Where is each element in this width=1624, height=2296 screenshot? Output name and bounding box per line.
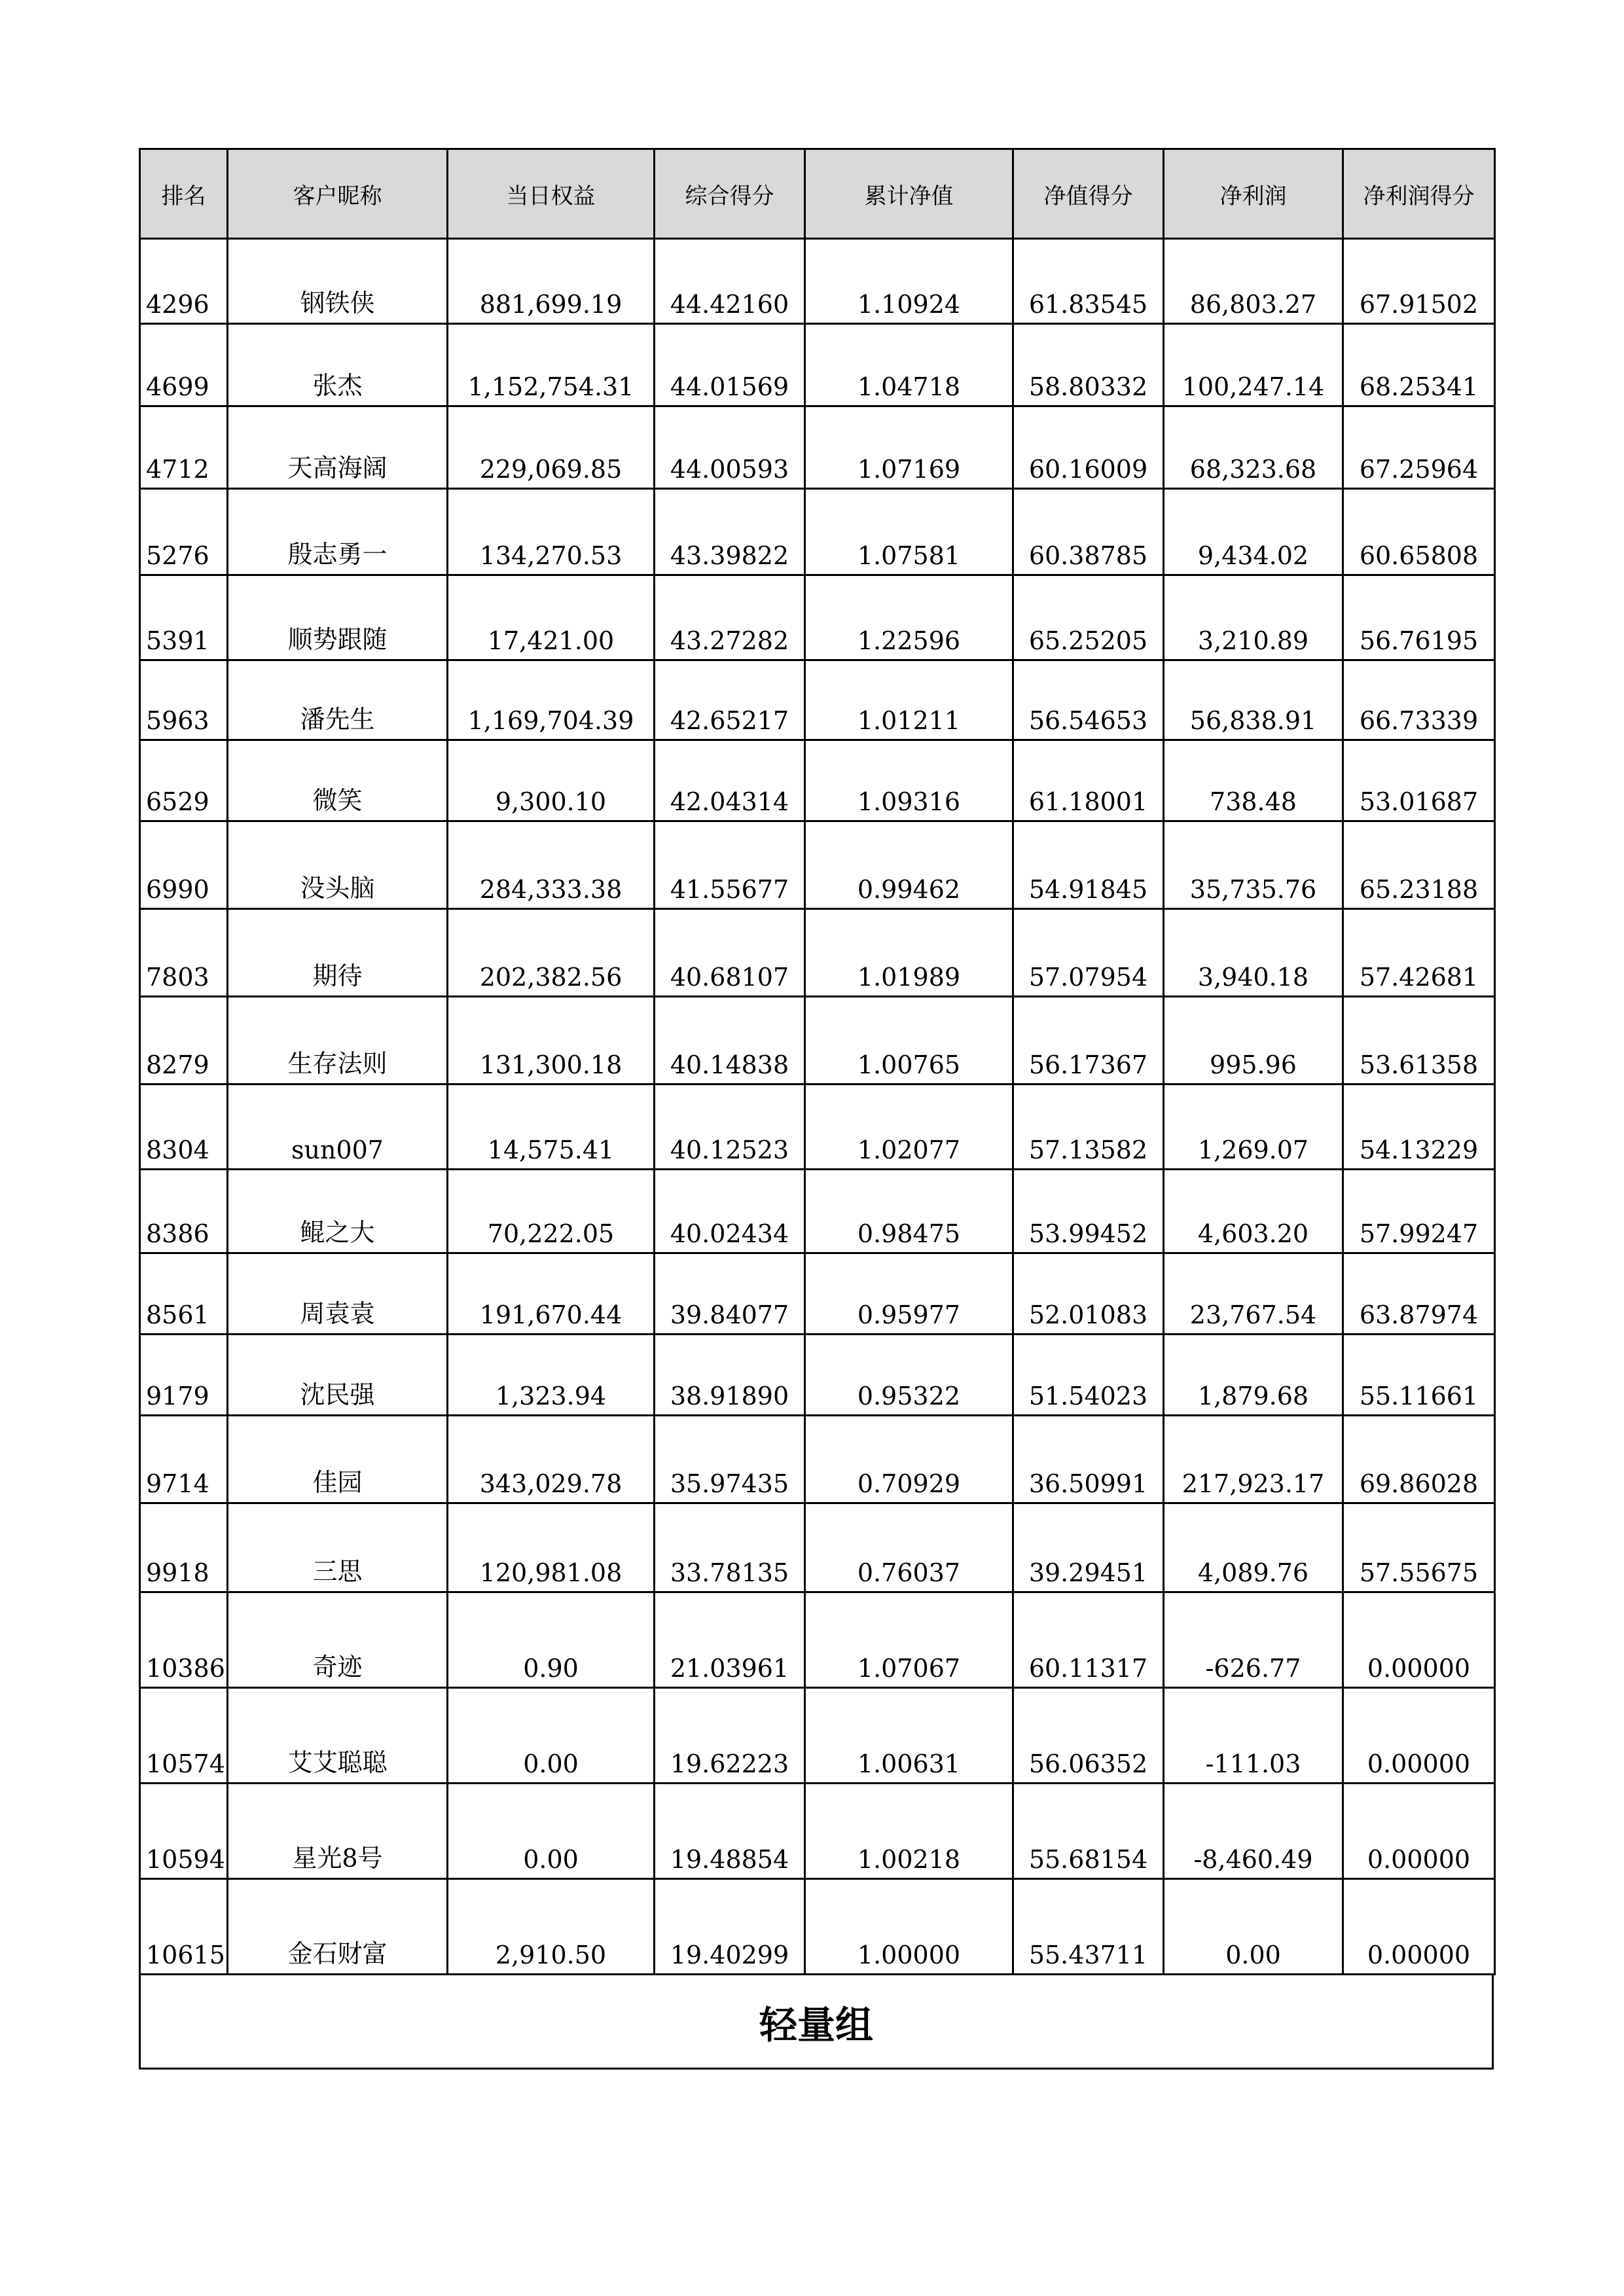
profit-value: 86,803.27 xyxy=(1164,239,1343,324)
profit-value: 3,210.89 xyxy=(1164,575,1343,660)
profit-value: 35,735.76 xyxy=(1164,821,1343,909)
profit-value: 4,089.76 xyxy=(1164,1503,1343,1592)
table-row xyxy=(140,1879,1495,1975)
nav-value: 1.07067 xyxy=(805,1592,1013,1688)
profit-value: -626.77 xyxy=(1164,1592,1343,1688)
rank: 8561 xyxy=(140,1253,228,1335)
nav-value: 1.10924 xyxy=(805,239,1013,324)
nav-value: 1.04718 xyxy=(805,324,1013,406)
rank: 10615 xyxy=(140,1879,228,1975)
nav-value: 1.01211 xyxy=(805,660,1013,740)
profit-score-value: 67.25964 xyxy=(1343,406,1495,489)
score-value: 43.39822 xyxy=(655,489,805,575)
table-header-row xyxy=(140,149,1495,239)
rank: 7803 xyxy=(140,909,228,997)
customer-nickname: 奇迹 xyxy=(228,1592,448,1688)
nav-score-value: 53.99452 xyxy=(1013,1170,1164,1253)
profit-score-value: 54.13229 xyxy=(1343,1085,1495,1170)
equity-value: 229,069.85 xyxy=(448,406,655,489)
customer-nickname: 张杰 xyxy=(228,324,448,406)
rank: 8279 xyxy=(140,997,228,1085)
rank: 10594 xyxy=(140,1784,228,1879)
ranking-sheet xyxy=(139,148,1494,2070)
score-value: 44.00593 xyxy=(655,406,805,489)
score-value: 40.14838 xyxy=(655,997,805,1085)
nav-value: 0.95322 xyxy=(805,1335,1013,1416)
table-row xyxy=(140,1592,1495,1688)
profit-score-value: 69.86028 xyxy=(1343,1416,1495,1503)
header-nav-score: 净值得分 xyxy=(1013,149,1164,239)
profit-value: 1,879.68 xyxy=(1164,1335,1343,1416)
header-profit-score: 净利润得分 xyxy=(1343,149,1495,239)
score-value: 40.68107 xyxy=(655,909,805,997)
equity-value: 202,382.56 xyxy=(448,909,655,997)
nav-value: 1.00765 xyxy=(805,997,1013,1085)
rank: 10574 xyxy=(140,1688,228,1784)
equity-value: 0.00 xyxy=(448,1784,655,1879)
nav-value: 1.01989 xyxy=(805,909,1013,997)
table-row xyxy=(140,1503,1495,1592)
equity-value: 2,910.50 xyxy=(448,1879,655,1975)
equity-value: 881,699.19 xyxy=(448,239,655,324)
nav-score-value: 61.83545 xyxy=(1013,239,1164,324)
customer-nickname: 没头脑 xyxy=(228,821,448,909)
table-row xyxy=(140,575,1495,660)
score-value: 40.02434 xyxy=(655,1170,805,1253)
group-label: 轻量组 xyxy=(139,1975,1494,2070)
rank: 6990 xyxy=(140,821,228,909)
customer-nickname: 生存法则 xyxy=(228,997,448,1085)
table-row xyxy=(140,1784,1495,1879)
profit-score-value: 67.91502 xyxy=(1343,239,1495,324)
nav-score-value: 57.07954 xyxy=(1013,909,1164,997)
profit-score-value: 0.00000 xyxy=(1343,1592,1495,1688)
rank: 5963 xyxy=(140,660,228,740)
profit-score-value: 63.87974 xyxy=(1343,1253,1495,1335)
profit-value: 23,767.54 xyxy=(1164,1253,1343,1335)
score-value: 19.62223 xyxy=(655,1688,805,1784)
table-row xyxy=(140,1688,1495,1784)
rank: 8304 xyxy=(140,1085,228,1170)
profit-score-value: 53.01687 xyxy=(1343,740,1495,821)
equity-value: 343,029.78 xyxy=(448,1416,655,1503)
nav-score-value: 58.80332 xyxy=(1013,324,1164,406)
table-row xyxy=(140,821,1495,909)
score-value: 40.12523 xyxy=(655,1085,805,1170)
equity-value: 17,421.00 xyxy=(448,575,655,660)
header-nav: 累计净值 xyxy=(805,149,1013,239)
rank: 9714 xyxy=(140,1416,228,1503)
profit-value: 68,323.68 xyxy=(1164,406,1343,489)
customer-nickname: 天高海阔 xyxy=(228,406,448,489)
nav-value: 0.70929 xyxy=(805,1416,1013,1503)
nav-score-value: 60.16009 xyxy=(1013,406,1164,489)
customer-nickname: 殷志勇一 xyxy=(228,489,448,575)
profit-score-value: 55.11661 xyxy=(1343,1335,1495,1416)
customer-nickname: 顺势跟随 xyxy=(228,575,448,660)
equity-value: 70,222.05 xyxy=(448,1170,655,1253)
table-row xyxy=(140,1085,1495,1170)
profit-value: 738.48 xyxy=(1164,740,1343,821)
profit-score-value: 0.00000 xyxy=(1343,1784,1495,1879)
nav-value: 1.07581 xyxy=(805,489,1013,575)
profit-value: -111.03 xyxy=(1164,1688,1343,1784)
table-row xyxy=(140,1416,1495,1503)
customer-nickname: sun007 xyxy=(228,1085,448,1170)
table-row xyxy=(140,909,1495,997)
nav-score-value: 65.25205 xyxy=(1013,575,1164,660)
score-value: 19.48854 xyxy=(655,1784,805,1879)
profit-value: 217,923.17 xyxy=(1164,1416,1343,1503)
customer-nickname: 钢铁侠 xyxy=(228,239,448,324)
rank: 9918 xyxy=(140,1503,228,1592)
profit-score-value: 57.99247 xyxy=(1343,1170,1495,1253)
profit-score-value: 53.61358 xyxy=(1343,997,1495,1085)
customer-nickname: 金石财富 xyxy=(228,1879,448,1975)
profit-score-value: 65.23188 xyxy=(1343,821,1495,909)
equity-value: 120,981.08 xyxy=(448,1503,655,1592)
score-value: 42.04314 xyxy=(655,740,805,821)
equity-value: 1,169,704.39 xyxy=(448,660,655,740)
rank: 4712 xyxy=(140,406,228,489)
table-row xyxy=(140,324,1495,406)
score-value: 44.01569 xyxy=(655,324,805,406)
table-row xyxy=(140,1253,1495,1335)
nav-score-value: 55.43711 xyxy=(1013,1879,1164,1975)
equity-value: 191,670.44 xyxy=(448,1253,655,1335)
nav-value: 1.00218 xyxy=(805,1784,1013,1879)
table-row xyxy=(140,489,1495,575)
equity-value: 1,323.94 xyxy=(448,1335,655,1416)
rank: 8386 xyxy=(140,1170,228,1253)
equity-value: 131,300.18 xyxy=(448,997,655,1085)
customer-nickname: 期待 xyxy=(228,909,448,997)
profit-score-value: 57.55675 xyxy=(1343,1503,1495,1592)
table-row xyxy=(140,239,1495,324)
rank: 4699 xyxy=(140,324,228,406)
score-value: 19.40299 xyxy=(655,1879,805,1975)
nav-value: 1.22596 xyxy=(805,575,1013,660)
nav-score-value: 39.29451 xyxy=(1013,1503,1164,1592)
nav-value: 1.02077 xyxy=(805,1085,1013,1170)
profit-score-value: 0.00000 xyxy=(1343,1688,1495,1784)
profit-value: 0.00 xyxy=(1164,1879,1343,1975)
customer-nickname: 鲲之大 xyxy=(228,1170,448,1253)
nav-score-value: 55.68154 xyxy=(1013,1784,1164,1879)
nav-score-value: 56.06352 xyxy=(1013,1688,1164,1784)
profit-score-value: 66.73339 xyxy=(1343,660,1495,740)
table-row xyxy=(140,660,1495,740)
score-value: 42.65217 xyxy=(655,660,805,740)
header-score: 综合得分 xyxy=(655,149,805,239)
rank: 5276 xyxy=(140,489,228,575)
profit-score-value: 57.42681 xyxy=(1343,909,1495,997)
nav-value: 1.07169 xyxy=(805,406,1013,489)
nav-score-value: 56.54653 xyxy=(1013,660,1164,740)
nav-score-value: 36.50991 xyxy=(1013,1416,1164,1503)
profit-value: 9,434.02 xyxy=(1164,489,1343,575)
rank: 4296 xyxy=(140,239,228,324)
ranking-table xyxy=(139,148,1496,1975)
nav-value: 0.95977 xyxy=(805,1253,1013,1335)
equity-value: 9,300.10 xyxy=(448,740,655,821)
profit-value: -8,460.49 xyxy=(1164,1784,1343,1879)
score-value: 38.91890 xyxy=(655,1335,805,1416)
header-rank: 排名 xyxy=(140,149,228,239)
nav-score-value: 54.91845 xyxy=(1013,821,1164,909)
equity-value: 0.90 xyxy=(448,1592,655,1688)
table-body xyxy=(140,239,1495,1975)
nav-score-value: 52.01083 xyxy=(1013,1253,1164,1335)
equity-value: 284,333.38 xyxy=(448,821,655,909)
nav-value: 0.98475 xyxy=(805,1170,1013,1253)
customer-nickname: 艾艾聪聪 xyxy=(228,1688,448,1784)
nav-value: 0.99462 xyxy=(805,821,1013,909)
profit-value: 4,603.20 xyxy=(1164,1170,1343,1253)
nav-score-value: 56.17367 xyxy=(1013,997,1164,1085)
score-value: 35.97435 xyxy=(655,1416,805,1503)
equity-value: 134,270.53 xyxy=(448,489,655,575)
customer-nickname: 微笑 xyxy=(228,740,448,821)
profit-value: 100,247.14 xyxy=(1164,324,1343,406)
score-value: 39.84077 xyxy=(655,1253,805,1335)
nav-value: 1.00631 xyxy=(805,1688,1013,1784)
score-value: 33.78135 xyxy=(655,1503,805,1592)
equity-value: 0.00 xyxy=(448,1688,655,1784)
profit-score-value: 0.00000 xyxy=(1343,1879,1495,1975)
score-value: 41.55677 xyxy=(655,821,805,909)
score-value: 44.42160 xyxy=(655,239,805,324)
table-row xyxy=(140,406,1495,489)
table-row xyxy=(140,740,1495,821)
nav-score-value: 60.11317 xyxy=(1013,1592,1164,1688)
profit-value: 1,269.07 xyxy=(1164,1085,1343,1170)
nav-value: 0.76037 xyxy=(805,1503,1013,1592)
rank: 6529 xyxy=(140,740,228,821)
customer-nickname: 沈民强 xyxy=(228,1335,448,1416)
rank: 10386 xyxy=(140,1592,228,1688)
table-row xyxy=(140,997,1495,1085)
nav-score-value: 60.38785 xyxy=(1013,489,1164,575)
profit-value: 995.96 xyxy=(1164,997,1343,1085)
profit-score-value: 60.65808 xyxy=(1343,489,1495,575)
header-profit: 净利润 xyxy=(1164,149,1343,239)
equity-value: 1,152,754.31 xyxy=(448,324,655,406)
header-nickname: 客户昵称 xyxy=(228,149,448,239)
equity-value: 14,575.41 xyxy=(448,1085,655,1170)
customer-nickname: 佳园 xyxy=(228,1416,448,1503)
rank: 9179 xyxy=(140,1335,228,1416)
header-equity: 当日权益 xyxy=(448,149,655,239)
score-value: 43.27282 xyxy=(655,575,805,660)
table-row xyxy=(140,1170,1495,1253)
customer-nickname: 潘先生 xyxy=(228,660,448,740)
rank: 5391 xyxy=(140,575,228,660)
profit-score-value: 68.25341 xyxy=(1343,324,1495,406)
nav-score-value: 61.18001 xyxy=(1013,740,1164,821)
nav-score-value: 57.13582 xyxy=(1013,1085,1164,1170)
customer-nickname: 星光8号 xyxy=(228,1784,448,1879)
table-row xyxy=(140,1335,1495,1416)
profit-score-value: 56.76195 xyxy=(1343,575,1495,660)
customer-nickname: 三思 xyxy=(228,1503,448,1592)
profit-value: 56,838.91 xyxy=(1164,660,1343,740)
nav-score-value: 51.54023 xyxy=(1013,1335,1164,1416)
nav-value: 1.09316 xyxy=(805,740,1013,821)
score-value: 21.03961 xyxy=(655,1592,805,1688)
nav-value: 1.00000 xyxy=(805,1879,1013,1975)
profit-value: 3,940.18 xyxy=(1164,909,1343,997)
customer-nickname: 周袁袁 xyxy=(228,1253,448,1335)
